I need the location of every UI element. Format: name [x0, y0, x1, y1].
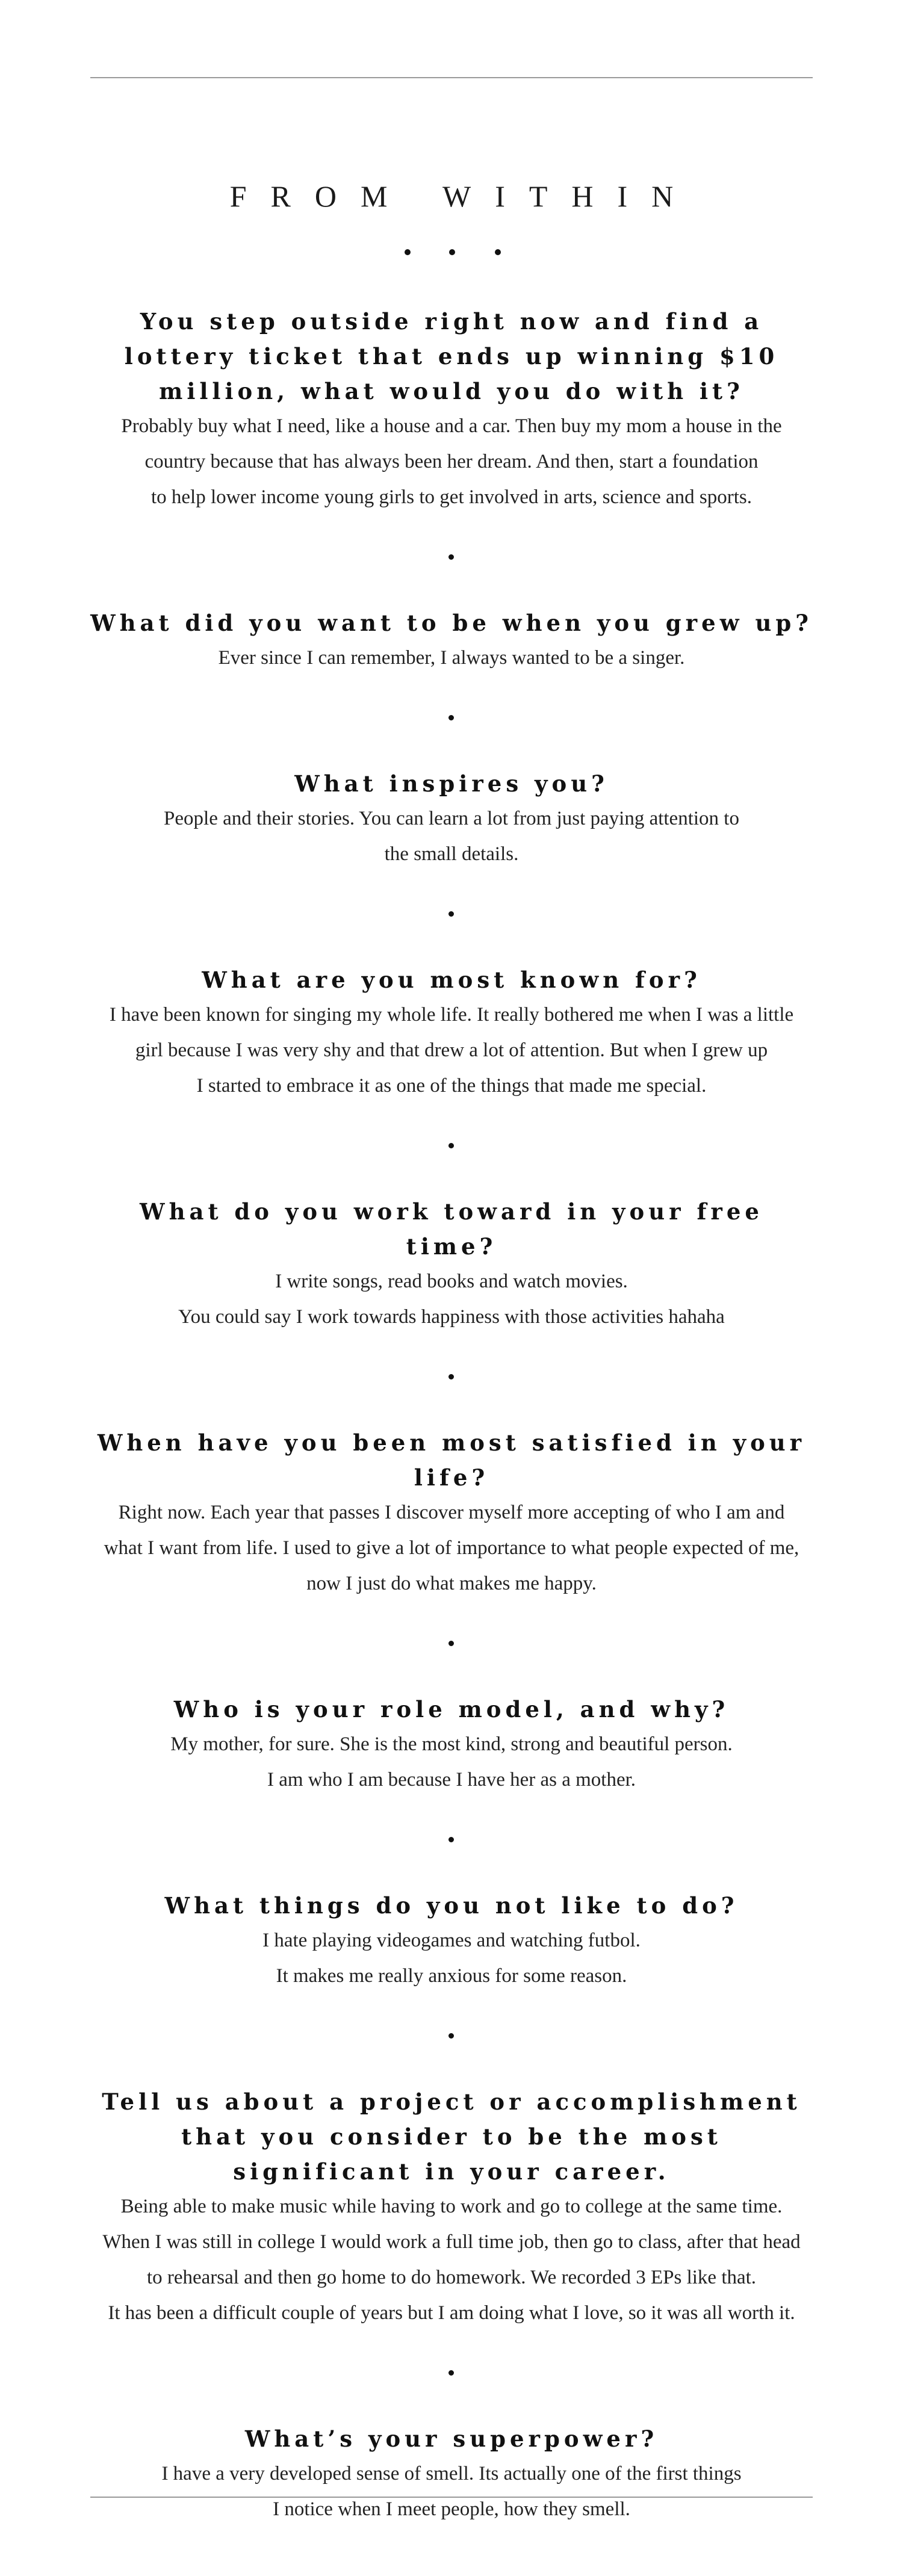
answer-text	[90, 640, 813, 676]
answer-line: to help lower income young girls to get involved in arts, science and sports.	[150, 486, 752, 508]
separator-dot	[448, 911, 454, 917]
separator-dot	[448, 715, 454, 720]
qa-item	[90, 962, 813, 1104]
answer-line: When I was still in college I would work a full time job, then go to class, after that head	[102, 2231, 801, 2253]
section-separator	[90, 1994, 813, 2084]
section-separator	[90, 676, 813, 766]
section-separator	[90, 1335, 813, 1425]
answer-text	[90, 997, 813, 1104]
answer-text	[90, 409, 813, 515]
section-separator	[90, 1798, 813, 1888]
question-heading: What inspires you?	[294, 770, 609, 797]
ornament-dot	[449, 249, 455, 255]
qa-item	[90, 605, 813, 676]
title-ornament	[0, 247, 903, 259]
qa-item	[90, 304, 813, 515]
answer-line: My mother, for sure. She is the most kind, strong and beautiful person.	[170, 1733, 733, 1755]
question-heading: What are you most known for?	[202, 967, 701, 993]
answer-line: I am who I am because I have her as a mother.	[267, 1769, 636, 1791]
question-heading: Who is your role model, and why?	[173, 1696, 730, 1723]
answer-line: Ever since I can remember, I always wanted to be a singer.	[218, 647, 685, 669]
answer-text	[90, 1264, 813, 1335]
section-separator	[90, 872, 813, 962]
ornament-dot	[495, 249, 501, 255]
interview-list	[90, 304, 813, 2527]
qa-item	[90, 1888, 813, 1994]
page-title: FROM WITHIN	[229, 179, 698, 213]
qa-item	[90, 1194, 813, 1335]
answer-line: Probably buy what I need, like a house and a car. Then buy my mom a house in the	[121, 415, 782, 437]
separator-dot	[448, 554, 454, 560]
answer-text	[90, 1923, 813, 1994]
answer-line: country because that has always been her dream. And then, start a foundation	[144, 451, 759, 472]
answer-text	[90, 2456, 813, 2527]
qa-item	[90, 1425, 813, 1602]
separator-dot	[448, 1143, 454, 1148]
question-heading: What do you work toward in your free time?	[140, 1198, 763, 1260]
section-separator	[90, 1104, 813, 1194]
answer-line: Right now. Each year that passes I discover myself more accepting of who I am and	[118, 1502, 785, 1523]
answer-text	[90, 1727, 813, 1798]
ornament-dot	[405, 249, 411, 255]
answer-line: girl because I was very shy and that drew a lot of attention. But when I grew up	[135, 1039, 768, 1061]
answer-line: I started to embrace it as one of the things that made me special.	[196, 1075, 707, 1097]
question-heading: Tell us about a project or accomplishment that you consider to be the most significant in your career.	[102, 2088, 801, 2185]
answer-line: You could say I work towards happiness with those activities hahaha	[178, 1306, 725, 1328]
question-heading: What things do you not like to do?	[164, 1892, 739, 1919]
question-heading: You step outside right now and find a lottery ticket that ends up winning $10 million, what would you do with it?	[124, 308, 779, 404]
separator-dot	[448, 2033, 454, 2039]
top-divider	[90, 77, 813, 78]
section-separator	[90, 515, 813, 605]
answer-line: what I want from life. I used to give a lot of importance to what people expected of me,	[104, 1537, 799, 1559]
answer-line: It has been a difficult couple of years but I am doing what I love, so it was all worth it.	[108, 2302, 795, 2324]
answer-line: Being able to make music while having to work and go to college at the same time.	[120, 2196, 783, 2217]
answer-line: People and their stories. You can learn a lot from just paying attention to	[164, 808, 739, 829]
answer-text	[90, 801, 813, 872]
separator-dot	[448, 1641, 454, 1646]
bottom-divider	[90, 2497, 813, 2498]
answer-line: I notice when I meet people, how they smell.	[273, 2498, 630, 2520]
answer-line: I write songs, read books and watch movies.	[275, 1271, 628, 1292]
question-heading: When have you been most satisfied in your life?	[97, 1429, 806, 1491]
answer-line: now I just do what makes me happy.	[306, 1573, 597, 1594]
qa-item	[90, 766, 813, 872]
answer-line: to rehearsal and then go home to do homework. We recorded 3 EPs like that.	[146, 2267, 757, 2288]
answer-line: It makes me really anxious for some reason.	[276, 1965, 627, 1987]
qa-item	[90, 2421, 813, 2527]
answer-line: I hate playing videogames and watching futbol.	[262, 1930, 641, 1951]
section-separator	[90, 1602, 813, 1692]
separator-dot	[448, 2370, 454, 2376]
answer-line: the small details.	[384, 843, 519, 865]
question-heading: What did you want to be when you grew up?	[90, 610, 813, 636]
qa-item	[90, 2084, 813, 2331]
separator-dot	[448, 1374, 454, 1379]
section-separator	[90, 2331, 813, 2421]
question-heading: What’s your superpower?	[244, 2426, 659, 2452]
answer-text	[90, 2189, 813, 2331]
answer-line: I have a very developed sense of smell. Its actually one of the first things	[161, 2463, 742, 2485]
qa-item	[90, 1692, 813, 1798]
separator-dot	[448, 1837, 454, 1842]
answer-text	[90, 1495, 813, 1602]
answer-line: I have been known for singing my whole life. It really bothered me when I was a little	[109, 1004, 794, 1026]
